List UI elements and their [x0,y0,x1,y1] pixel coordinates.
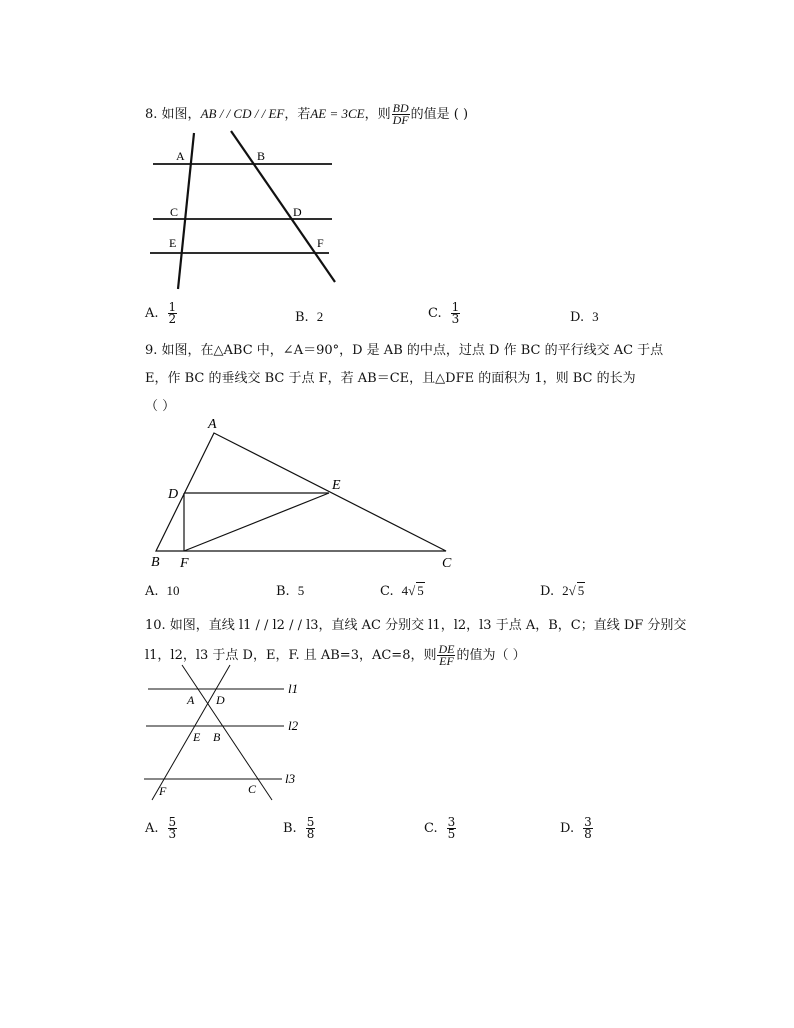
q10-option-d[interactable] [560,817,594,840]
q9-option-a-value: 10 [166,583,180,598]
q10-option-d-den: 8 [584,827,592,841]
q8-frac-den: DF [392,113,409,127]
q8-option-d-value: 3 [592,309,599,324]
q10-label-d: D [216,693,225,707]
q8-option-c-letter: C. [428,306,442,321]
q8-text-c: ，则 [364,107,391,122]
q8-option-a-den: 2 [168,312,177,326]
q9-option-d-coef: 2 [562,583,569,598]
q9-option-d-radicand: 5 [577,583,585,598]
q9-option-c-sqrt: √ 5 [408,583,424,598]
q9-stem-line2: E，作 BC 的垂线交 BC 于点 F，若 AB＝CE，且△DFE 的面积为 1，则 BC 的长为 [145,371,636,386]
q9-label-c: C [442,556,452,571]
q10-option-c-fraction [447,817,457,840]
q10-option-a-fraction [168,817,178,840]
q10-option-d-fraction [583,817,593,840]
q10-stem-line2-b: 的值为（ ） [456,648,526,663]
q10-frac-den: EF [439,654,454,668]
q8-label-b: B [257,149,266,163]
q9-stem-line3: （ ） [145,399,176,414]
q9-option-d-sqrt: √ 5 [568,583,585,598]
q10-option-a-num: 5 [168,815,177,829]
q8-label-e: E [169,236,177,250]
q10-option-d-letter: D. [560,821,575,836]
q8-option-a-letter: A. [145,306,159,321]
q9-label-e: E [332,478,341,493]
q8-number: 8. [145,107,158,122]
q10-option-c-letter: C. [424,821,438,836]
q8-text-a: 如图， [161,107,201,122]
q10-stem-line1: 10. 如图，直线 l1 / / l2 / / l3，直线 AC 分别交 l1，l2，l3 于点 A，B，C；直线 DF 分别交 [145,618,687,633]
q10-label-l3: l3 [285,771,296,786]
q10-label-b: B [213,730,221,744]
q8-condition: AE = 3CE [310,106,365,121]
q10-option-a-letter: A. [145,821,159,836]
q8-frac-num: BD [392,101,409,115]
q10-label-l2: l2 [288,718,299,733]
q10-label-c: C [248,782,257,796]
q8-option-d-letter: D. [570,310,585,325]
q8-text-d: 的值是 ( ) [410,107,469,122]
q8-label-d: D [293,205,302,219]
q8-option-a-num: 1 [168,300,177,314]
q10-label-e: E [193,730,201,744]
q10-option-c[interactable] [424,817,457,840]
q9-stem-line1: 9. 如图，在△ABC 中，∠A＝90°，D 是 AB 的中点，过点 D 作 BC 的平行线交 AC 于点 [145,343,664,358]
q10-option-b-fraction [306,817,316,840]
q10-label-f: F [159,784,167,798]
q10-option-a[interactable] [145,817,178,840]
q10-option-b-den: 8 [306,827,315,841]
q9-option-d-letter: D. [540,584,555,599]
q8-option-b-letter: B. [295,310,309,325]
q9-option-c-letter: C. [380,584,394,599]
q8-label-c: C [170,205,179,219]
q10-option-b-num: 5 [306,815,315,829]
q9-label-a: A [208,417,217,432]
q9-label-f: F [180,556,189,571]
q9-option-c-radicand: 5 [417,583,424,598]
q10-frac-num: DE [438,642,455,656]
q10-stem-line2-a: l1，l2，l3 于点 D，E，F. 且 AB=3，AC=8，则 [145,648,437,663]
q8-label-a: A [176,149,185,163]
q9-label-d: D [168,487,179,502]
q10-option-c-den: 5 [447,827,456,841]
q8-option-c-num: 1 [451,300,460,314]
q9-option-b-letter: B. [276,584,290,599]
q8-text-b: ，若 [284,107,311,122]
q10-option-a-den: 3 [168,827,177,841]
q10-label-l1: l1 [288,681,299,696]
q9-label-b: B [151,555,160,570]
q10-option-c-num: 3 [447,815,456,829]
q9-option-c-coef: 4 [401,583,409,598]
q8-option-c-den: 3 [451,312,460,326]
q10-option-b-letter: B. [283,821,297,836]
q9-option-a-letter: A. [145,584,159,599]
q8-label-f: F [317,236,324,250]
q10-option-b[interactable] [283,817,316,840]
q8-relation: AB / / CD / / EF [200,106,285,121]
q10-label-a: A [187,693,195,707]
q8-option-b-value: 2 [316,309,324,324]
q10-option-d-num: 3 [584,815,592,829]
q9-option-b-value: 5 [297,583,305,598]
